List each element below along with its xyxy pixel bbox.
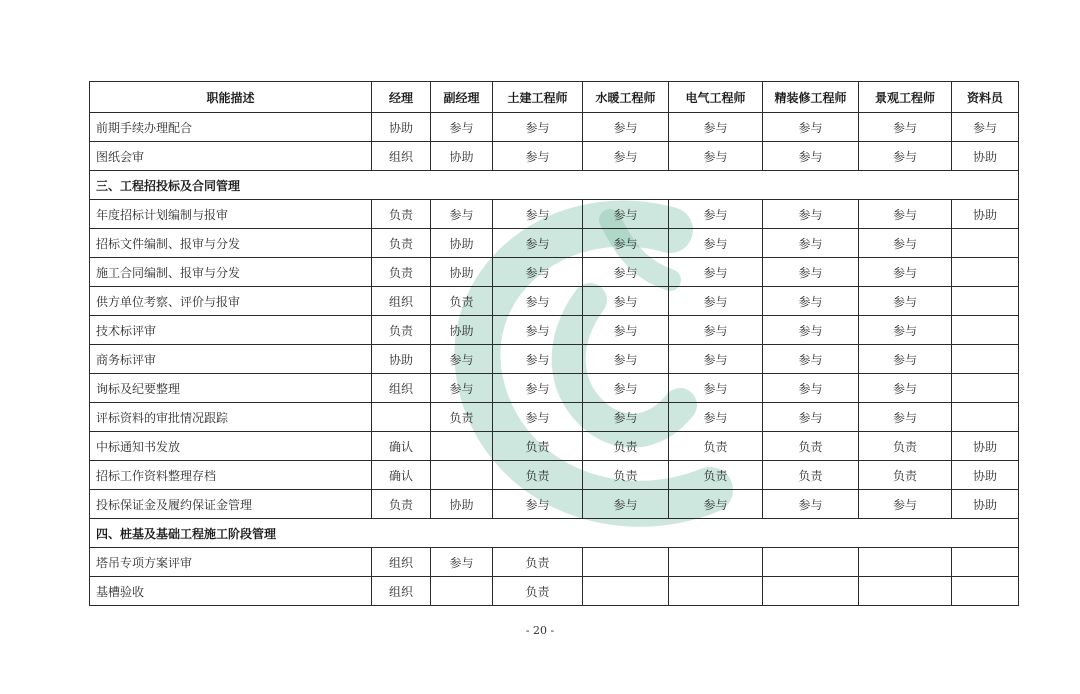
- role-cell: [952, 316, 1019, 345]
- role-cell: 参与: [583, 142, 669, 171]
- role-cell: 参与: [669, 142, 763, 171]
- section-row: [90, 171, 1019, 200]
- role-cell: 协助: [952, 432, 1019, 461]
- header-cell-landscape-engineer: 景观工程师: [859, 82, 952, 113]
- role-cell: [669, 577, 763, 606]
- role-cell: 参与: [763, 113, 859, 142]
- role-cell: 参与: [859, 345, 952, 374]
- role-cell: 参与: [669, 345, 763, 374]
- function-description-cell: 评标资料的审批情况跟踪: [90, 403, 372, 432]
- header-cell-plumbing-engineer: 水暖工程师: [583, 82, 669, 113]
- function-description-cell: 供方单位考察、评价与报审: [90, 287, 372, 316]
- table-row: [90, 229, 1019, 258]
- role-cell: 负责: [493, 432, 583, 461]
- header-cell-function: 职能描述: [90, 82, 372, 113]
- role-cell: 参与: [763, 258, 859, 287]
- role-cell: 参与: [493, 287, 583, 316]
- role-cell: [952, 287, 1019, 316]
- role-cell: 确认: [372, 432, 431, 461]
- header-cell-document-clerk: 资料员: [952, 82, 1019, 113]
- function-description-cell: 投标保证金及履约保证金管理: [90, 490, 372, 519]
- function-description-cell: 商务标评审: [90, 345, 372, 374]
- role-cell: 协助: [952, 200, 1019, 229]
- role-cell: [859, 548, 952, 577]
- role-cell: 参与: [859, 142, 952, 171]
- role-cell: 参与: [669, 113, 763, 142]
- header-cell-electrical-engineer: 电气工程师: [669, 82, 763, 113]
- function-description-cell: 招标文件编制、报审与分发: [90, 229, 372, 258]
- page-number: - 20 -: [525, 624, 555, 637]
- role-cell: [952, 345, 1019, 374]
- role-cell: 协助: [431, 490, 493, 519]
- table-row: [90, 374, 1019, 403]
- role-cell: 负责: [431, 403, 493, 432]
- role-cell: [583, 577, 669, 606]
- role-cell: 协助: [431, 229, 493, 258]
- role-cell: 组织: [372, 287, 431, 316]
- role-cell: 参与: [859, 200, 952, 229]
- role-cell: 负责: [859, 461, 952, 490]
- table-row: [90, 461, 1019, 490]
- header-cell-manager: 经理: [372, 82, 431, 113]
- function-description-cell: 施工合同编制、报审与分发: [90, 258, 372, 287]
- role-cell: 参与: [583, 113, 669, 142]
- function-description-cell: 询标及纪要整理: [90, 374, 372, 403]
- role-cell: 负责: [431, 287, 493, 316]
- role-cell: 参与: [859, 258, 952, 287]
- role-cell: 负责: [859, 432, 952, 461]
- role-cell: 参与: [669, 200, 763, 229]
- role-cell: 参与: [763, 374, 859, 403]
- role-cell: 参与: [583, 287, 669, 316]
- table-row: [90, 432, 1019, 461]
- role-cell: 参与: [493, 490, 583, 519]
- table-row: [90, 142, 1019, 171]
- role-cell: 参与: [669, 258, 763, 287]
- role-cell: 组织: [372, 548, 431, 577]
- function-description-cell: 年度招标计划编制与报审: [90, 200, 372, 229]
- role-cell: [583, 548, 669, 577]
- role-cell: 参与: [431, 374, 493, 403]
- header-cell-civil-engineer: 土建工程师: [493, 82, 583, 113]
- role-cell: 参与: [493, 374, 583, 403]
- table-row: [90, 548, 1019, 577]
- function-description-cell: 前期手续办理配合: [90, 113, 372, 142]
- role-cell: 负责: [669, 461, 763, 490]
- header-cell-deputy-manager: 副经理: [431, 82, 493, 113]
- role-cell: 参与: [583, 229, 669, 258]
- role-cell: 负责: [493, 461, 583, 490]
- function-description-cell: 中标通知书发放: [90, 432, 372, 461]
- role-cell: 参与: [583, 345, 669, 374]
- role-cell: 负责: [493, 577, 583, 606]
- role-cell: 参与: [431, 113, 493, 142]
- role-cell: 参与: [763, 142, 859, 171]
- role-cell: 参与: [669, 316, 763, 345]
- role-cell: 参与: [859, 374, 952, 403]
- role-cell: 参与: [493, 316, 583, 345]
- role-cell: [952, 548, 1019, 577]
- role-cell: 参与: [763, 200, 859, 229]
- role-cell: 参与: [859, 316, 952, 345]
- role-cell: 组织: [372, 374, 431, 403]
- role-cell: 参与: [493, 113, 583, 142]
- role-cell: 参与: [859, 490, 952, 519]
- role-cell: 参与: [763, 229, 859, 258]
- table-body: [90, 113, 1019, 606]
- role-cell: 负责: [372, 316, 431, 345]
- role-cell: 参与: [583, 200, 669, 229]
- role-cell: 参与: [583, 403, 669, 432]
- role-cell: 参与: [493, 345, 583, 374]
- role-cell: 组织: [372, 142, 431, 171]
- role-cell: 协助: [952, 490, 1019, 519]
- role-cell: 参与: [763, 316, 859, 345]
- role-cell: 负责: [372, 200, 431, 229]
- table-row: [90, 490, 1019, 519]
- role-cell: 负责: [583, 461, 669, 490]
- role-cell: 负责: [669, 432, 763, 461]
- role-cell: [372, 403, 431, 432]
- role-cell: 参与: [859, 229, 952, 258]
- function-description-cell: 塔吊专项方案评审: [90, 548, 372, 577]
- role-cell: 参与: [493, 229, 583, 258]
- role-cell: 协助: [431, 316, 493, 345]
- table-header-row: [90, 82, 1019, 113]
- role-cell: 协助: [431, 258, 493, 287]
- table-row: [90, 113, 1019, 142]
- function-description-cell: 图纸会审: [90, 142, 372, 171]
- role-cell: [952, 258, 1019, 287]
- role-cell: 协助: [952, 461, 1019, 490]
- role-cell: [763, 577, 859, 606]
- role-cell: 协助: [431, 142, 493, 171]
- section-title: 三、工程招投标及合同管理: [90, 171, 1019, 200]
- role-cell: 确认: [372, 461, 431, 490]
- role-cell: 参与: [763, 345, 859, 374]
- header-cell-decoration-engineer: 精装修工程师: [763, 82, 859, 113]
- role-cell: 协助: [372, 113, 431, 142]
- role-cell: 参与: [493, 200, 583, 229]
- role-cell: 协助: [952, 142, 1019, 171]
- role-cell: [431, 461, 493, 490]
- role-cell: 参与: [493, 142, 583, 171]
- role-cell: 负责: [372, 490, 431, 519]
- function-description-cell: 基槽验收: [90, 577, 372, 606]
- role-cell: 参与: [669, 287, 763, 316]
- role-cell: 参与: [583, 258, 669, 287]
- role-cell: [431, 432, 493, 461]
- role-cell: 协助: [372, 345, 431, 374]
- role-cell: [952, 374, 1019, 403]
- table-row: [90, 287, 1019, 316]
- section-title: 四、桩基及基础工程施工阶段管理: [90, 519, 1019, 548]
- function-description-cell: 技术标评审: [90, 316, 372, 345]
- role-cell: 负责: [583, 432, 669, 461]
- function-description-cell: 招标工作资料整理存档: [90, 461, 372, 490]
- role-cell: 参与: [763, 403, 859, 432]
- role-cell: [952, 577, 1019, 606]
- role-cell: 参与: [763, 287, 859, 316]
- role-cell: [952, 229, 1019, 258]
- role-cell: 参与: [669, 403, 763, 432]
- role-cell: 组织: [372, 577, 431, 606]
- role-cell: [859, 577, 952, 606]
- role-cell: 负责: [372, 229, 431, 258]
- table-row: [90, 403, 1019, 432]
- role-cell: 参与: [859, 287, 952, 316]
- role-cell: 参与: [859, 403, 952, 432]
- role-cell: 参与: [431, 200, 493, 229]
- table-row: [90, 200, 1019, 229]
- role-cell: 负责: [493, 548, 583, 577]
- role-cell: 参与: [493, 403, 583, 432]
- role-cell: 参与: [583, 374, 669, 403]
- table-row: [90, 577, 1019, 606]
- role-cell: 参与: [583, 316, 669, 345]
- role-cell: [669, 548, 763, 577]
- role-cell: [763, 548, 859, 577]
- role-cell: 参与: [431, 345, 493, 374]
- section-row: [90, 519, 1019, 548]
- role-cell: 负责: [372, 258, 431, 287]
- role-cell: 参与: [669, 374, 763, 403]
- responsibility-table: [89, 81, 1019, 606]
- table-row: [90, 258, 1019, 287]
- role-cell: 参与: [859, 113, 952, 142]
- role-cell: 参与: [431, 548, 493, 577]
- table-row: [90, 316, 1019, 345]
- role-cell: 参与: [763, 490, 859, 519]
- role-cell: 参与: [669, 490, 763, 519]
- role-cell: 参与: [493, 258, 583, 287]
- role-cell: 参与: [952, 113, 1019, 142]
- role-cell: 负责: [763, 461, 859, 490]
- role-cell: 参与: [669, 229, 763, 258]
- role-cell: 参与: [583, 490, 669, 519]
- role-cell: 负责: [763, 432, 859, 461]
- role-cell: [952, 403, 1019, 432]
- role-cell: [431, 577, 493, 606]
- table-row: [90, 345, 1019, 374]
